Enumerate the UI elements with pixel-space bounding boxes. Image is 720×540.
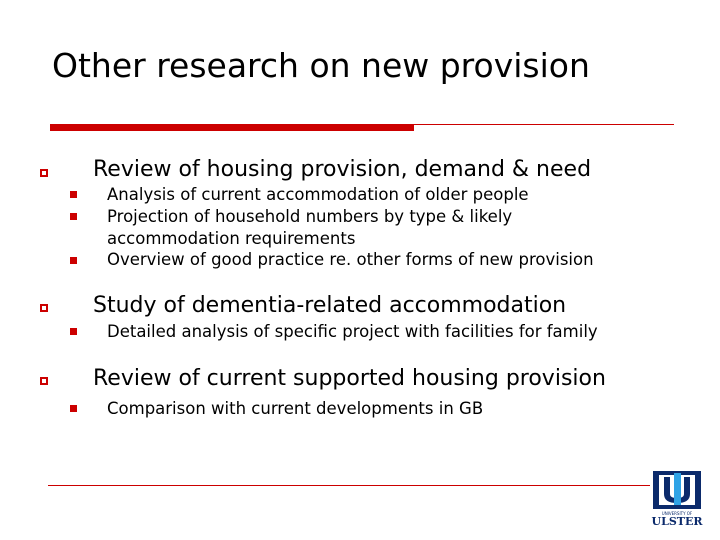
bullet-item: Overview of good practice re. other forms of new provision (107, 250, 594, 269)
footer-rule (48, 485, 650, 486)
slide-title: Other research on new provision (52, 46, 590, 85)
logo-name: ULSTER (651, 515, 703, 528)
title-underline-thick (50, 124, 414, 131)
bullet-filled-icon (70, 213, 77, 220)
bullet-item: Projection of household numbers by type & likely (107, 207, 513, 226)
section-heading: Review of housing provision, demand & need (93, 157, 592, 182)
bullet-filled-icon (70, 257, 77, 264)
bullet-item: Analysis of current accommodation of older people (107, 185, 529, 204)
bullet-hollow-icon (40, 169, 48, 177)
logo-small-text: UNIVERSITY OF (661, 511, 693, 516)
section-heading: Study of dementia-related accommodation (93, 293, 567, 318)
bullet-item-continued: accommodation requirements (107, 229, 356, 248)
title-underline-thin (414, 124, 674, 125)
bullet-item: Comparison with current developments in GB (107, 399, 484, 418)
bullet-filled-icon (70, 191, 77, 198)
bullet-item: Detailed analysis of specific project with facilities for family (107, 322, 598, 341)
section-heading: Review of current supported housing provision (93, 366, 606, 391)
bullet-hollow-icon (40, 377, 48, 385)
bullet-filled-icon (70, 405, 77, 412)
bullet-filled-icon (70, 328, 77, 335)
bullet-hollow-icon (40, 304, 48, 312)
